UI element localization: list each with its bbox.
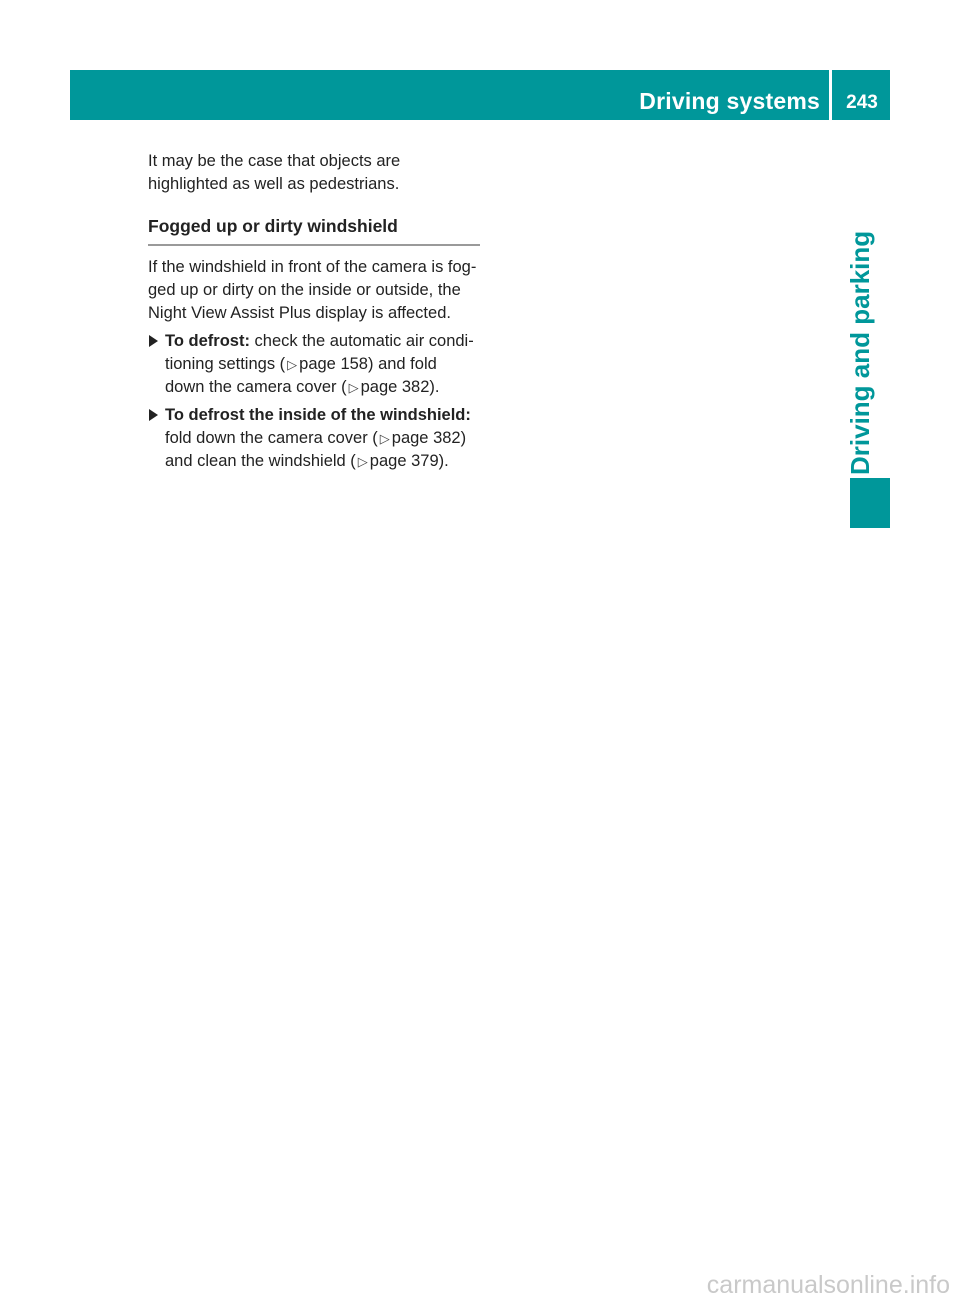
page-ref-triangle-icon: ▷: [357, 454, 368, 469]
chapter-tab-label: Driving and parking: [845, 230, 875, 475]
instruction-step: [148, 330, 480, 399]
main-content: [148, 150, 480, 473]
step-text: ) and clean the windshield (: [165, 429, 467, 470]
step-text: ) and fold down the camera cover (: [165, 355, 437, 396]
chapter-tab-marker: [850, 478, 890, 528]
page-reference-link[interactable]: page 158: [299, 355, 368, 373]
watermark: carmanualsonline.info: [706, 1271, 950, 1299]
step-text: ).: [429, 378, 440, 396]
instruction-step: [148, 404, 480, 473]
section-title: Driving systems: [639, 88, 820, 114]
arrow-right-icon: [149, 409, 158, 421]
step-text: fold down the camera cover (: [165, 429, 378, 447]
intro-paragraph: It may be the case that objects are highlighted as well as pedestrians.: [148, 152, 401, 193]
page-number: 243: [846, 92, 878, 113]
page-ref-triangle-icon: ▷: [379, 431, 390, 446]
page-reference-link[interactable]: page 379: [369, 452, 439, 470]
page-reference-link[interactable]: page 382: [391, 429, 461, 447]
running-header: [70, 70, 890, 120]
page-ref-triangle-icon: ▷: [348, 380, 359, 395]
step-lead: To defrost:: [165, 332, 250, 350]
step-text: check the automatic air condi-tioning settings (: [165, 332, 474, 373]
chapter-side-tab: [830, 150, 890, 475]
page-reference-link[interactable]: page 382: [360, 378, 430, 396]
step-lead: To defrost the inside of the windshield:: [165, 406, 471, 424]
header-divider: [829, 70, 832, 120]
section-heading: Fogged up or dirty windshield: [148, 215, 480, 246]
page-ref-triangle-icon: ▷: [287, 357, 298, 372]
section-paragraph: If the windshield in front of the camera is fog-ged up or dirty on the inside or outside, the Night View Assist Plus display is affected.: [148, 258, 477, 322]
arrow-right-icon: [149, 335, 158, 347]
step-text: ).: [438, 452, 449, 470]
